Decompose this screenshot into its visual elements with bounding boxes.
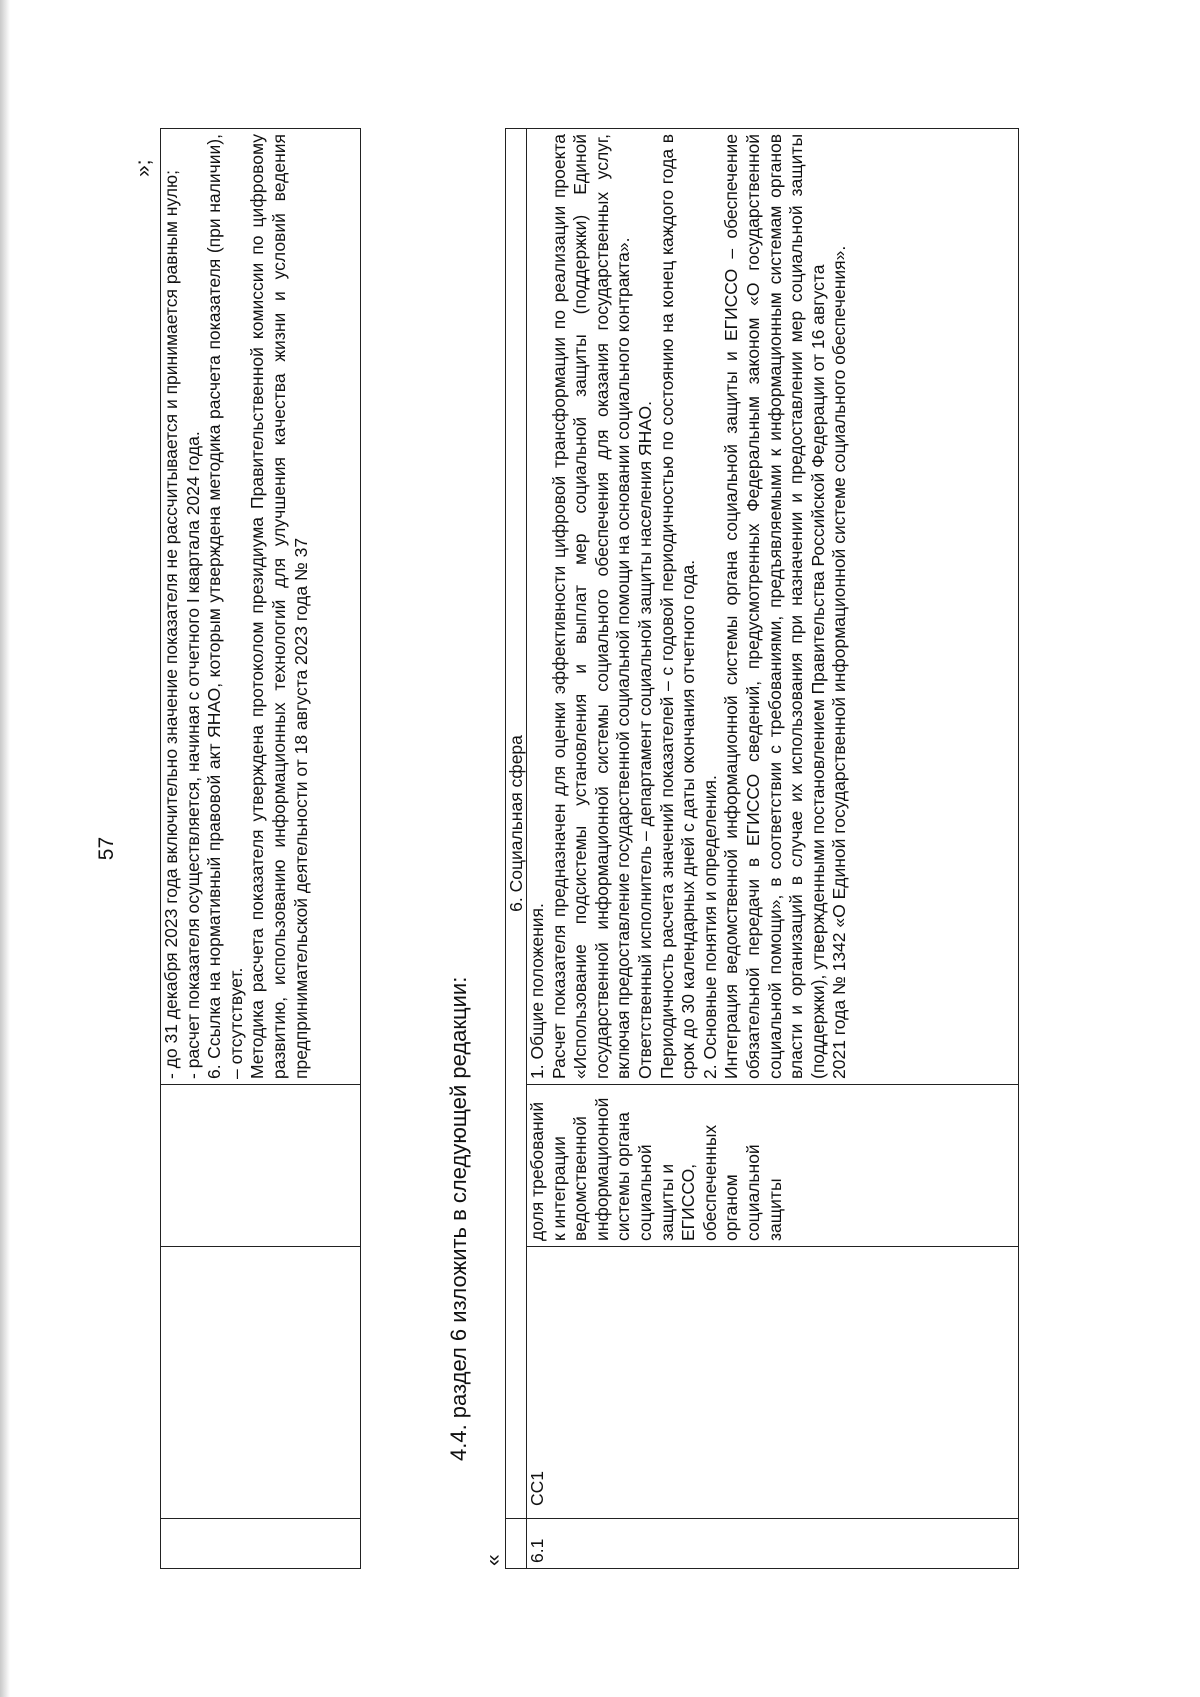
text-line: - до 31 декабря 2023 года включительно значение показателя не рассчитывается и принимается равным нулю; [161,170,181,1079]
section-heading: 4.4. раздел 6 изложить в следующей редакции: [446,976,471,1461]
text-line: 2. Основные понятия и определения. [699,775,720,1079]
table-social-sphere [505,128,1019,1569]
number-cell [161,1519,361,1569]
text-line: Периодичность расчета значений показателей – с годовой периодичностью по состоянию на конец каждого года в срок до 30 календарных дней с даты окончания отчетного года. [656,133,699,1079]
table-row-title [506,128,527,1568]
methodology-cell [161,129,361,1085]
text-line: 2021 года № 1342 «О Единой государственной информационной системе социального обеспечения». [829,245,850,1079]
open-quote: « [482,1554,505,1566]
text-line: 6. Ссылка на нормативный правовой акт ЯНАО, которым утверждена методика расчета показателя (при наличии), – отсутствует. [204,134,246,1079]
text-line: - расчет показателя осуществляется, начиная с отчетного I квартала 2024 года. [182,431,203,1079]
section-title: 6. Социальная сфера [506,128,527,1518]
name-cell [161,1085,361,1247]
table-row [161,129,361,1569]
page-number: 57 [95,836,118,861]
indicator-code: СС1 [527,1247,1019,1519]
methodology-cell [527,128,1019,1084]
text-line: Расчет показателя предназначен для оценки эффективности цифровой трансформации по реализации проекта «Использование подсистемы установления и выплат мер социальной защиты (поддержки) Единой государственной информационной системы социального обеспечения для оказания государственных услуг, включая предоставление государственной социальной помощи на основании социального контракта». [548,133,634,1079]
code-cell [161,1247,361,1519]
close-quote: »; [132,159,155,177]
table-row [527,128,1019,1568]
text-line: Ответственный исполнитель – департамент социальной защиты населения ЯНАО. [634,401,655,1079]
row-number: 6.1 [527,1519,1019,1569]
text-line: 1. Общие положения. [527,903,547,1079]
indicator-name: доля требований к интеграции ведомственной информационной системы органа социальной защиты и ЕГИССО, обеспеченных органом социальной защиты [527,1085,1019,1247]
text-line: Методика расчета показателя утверждена протоколом президиума Правительственной комиссии по цифровому развитию, использованию информационных технологий для улучшения качества жизни и условий ведения предпринимательской деятельности от 18 августа 2023 года № 37 [247,134,311,1079]
text-line: Интеграция ведомственной информационной системы органа социальной защиты и ЕГИССО – обеспечение обязательной передачи в ЕГИССО сведений, предусмотренных Федеральным законом «О государственной социальной помощи», в соответствии с требованиями, предъявляемыми к информационным системам органов власти и организаций в случае их использования при назначении и предоставлении мер социальной защиты (поддержки), утвержденными постановлением Правительства Российской Федерации от 16 августа [721,133,828,1079]
table-continuation [160,128,361,1569]
